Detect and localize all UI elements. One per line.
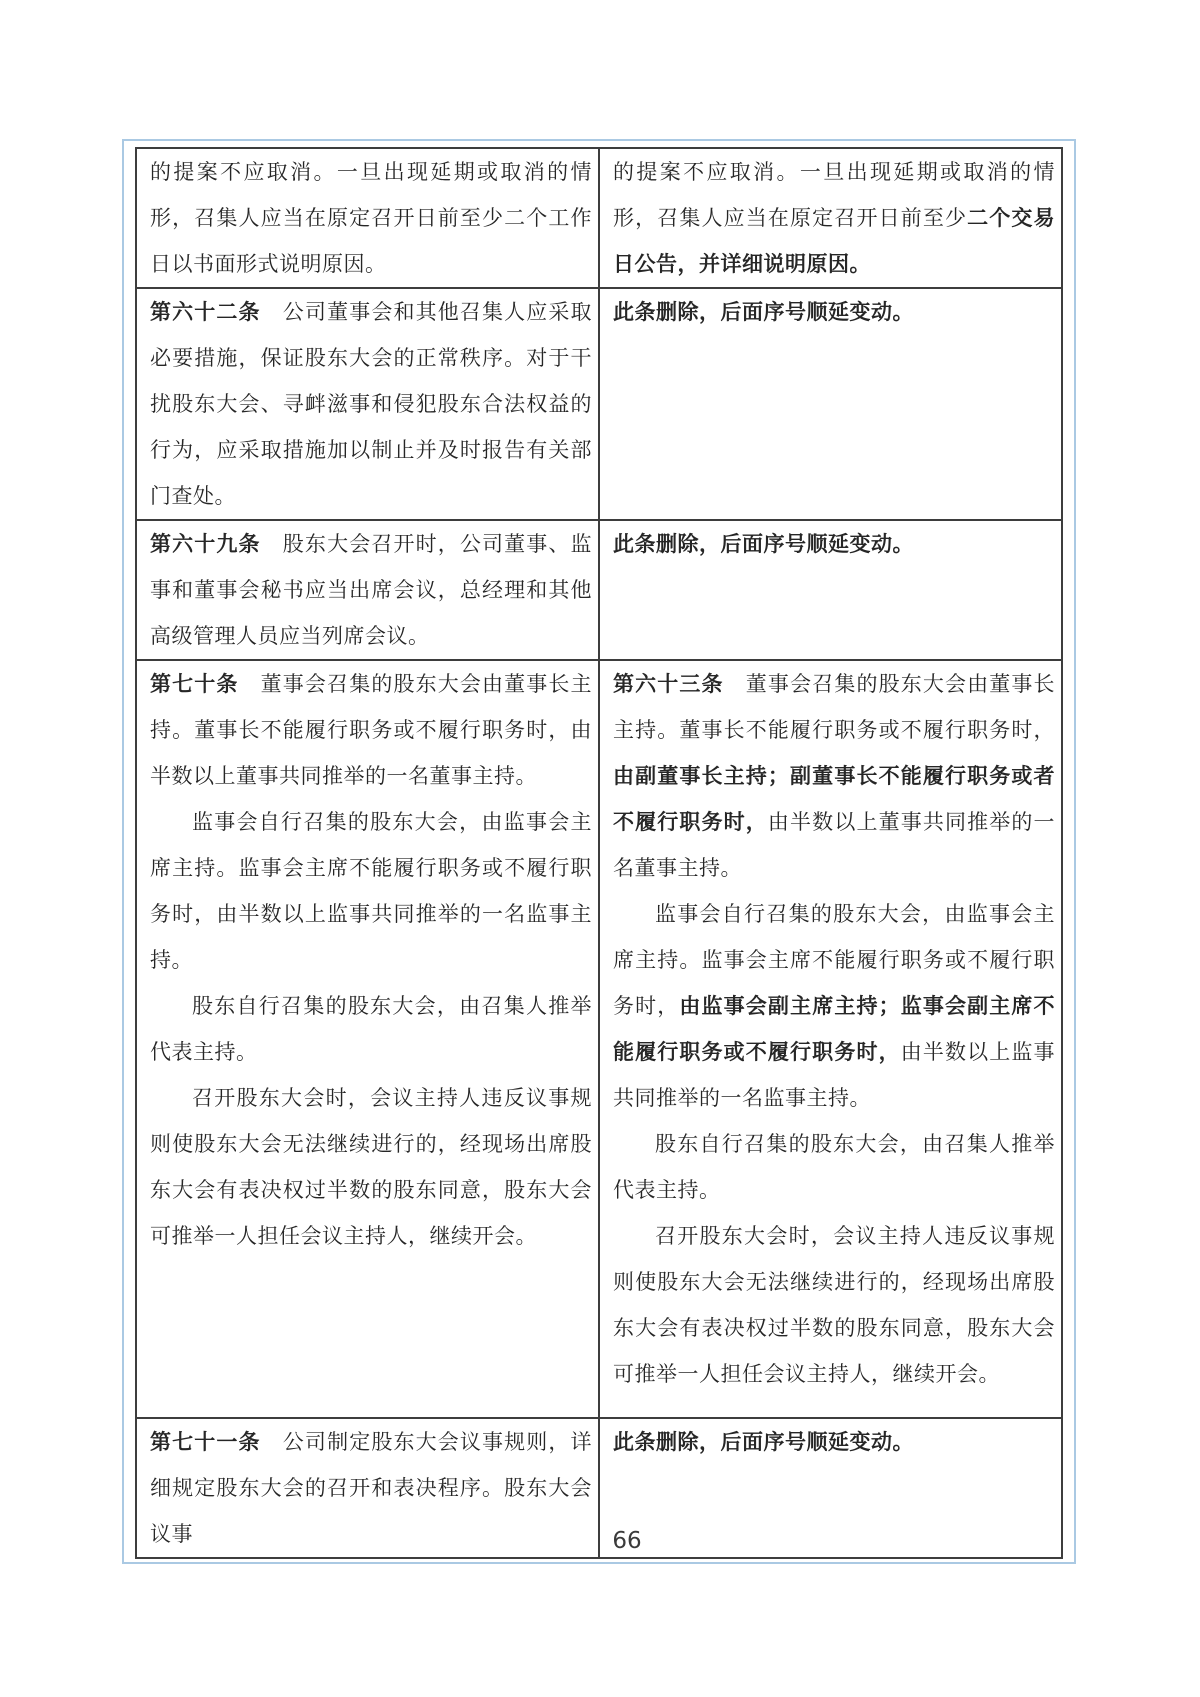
emphasized-text: 此条删除，后面序号顺延变动。	[613, 300, 914, 324]
text-segment: 公司制定股东大会议事规则，详细规定股东大会的召开和表决程序。股东大会议事	[150, 1430, 593, 1546]
clause-paragraph	[150, 661, 592, 799]
text-segment: 董事会召集的股东大会由董事长主持。董事长不能履行职务或不履行职务时，	[613, 672, 1056, 742]
emphasized-text: 第七十条	[150, 672, 239, 696]
text-segment: 召开股东大会时，会议主持人违反议事规则使股东大会无法继续进行的，经现场出席股东大会有表决权过半数的股东同意，股东大会可推举一人担任会议主持人，继续开会。	[150, 1086, 592, 1248]
original-clause-cell	[136, 660, 599, 1418]
text-segment: 的提案不应取消。一旦出现延期或取消的情形，召集人应当在原定召开日前至少	[613, 160, 1055, 230]
clause-paragraph	[150, 289, 592, 519]
text-segment: 召开股东大会时，会议主持人违反议事规则使股东大会无法继续进行的，经现场出席股东大会有表决权过半数的股东同意，股东大会可推举一人担任会议主持人，继续开会。	[613, 1224, 1055, 1386]
clause-paragraph	[150, 521, 592, 659]
original-clause-cell	[136, 520, 599, 660]
clause-paragraph	[150, 149, 592, 287]
revised-clause-cell	[599, 288, 1062, 520]
table-row	[136, 520, 1062, 660]
emphasized-text: 二个交易日公告，并详细说明原因。	[613, 206, 1056, 276]
revised-clause-cell	[599, 520, 1062, 660]
text-segment: 股东自行召集的股东大会，由召集人推举代表主持。	[150, 994, 592, 1064]
clause-paragraph	[613, 289, 1055, 335]
table-row	[136, 148, 1062, 288]
emphasized-text: 第六十二条	[150, 300, 261, 324]
emphasized-text: 第七十一条	[150, 1430, 261, 1454]
content-frame	[122, 139, 1076, 1564]
clause-paragraph	[613, 1419, 1055, 1465]
clause-paragraph	[613, 661, 1055, 891]
text-segment: 股东大会召开时，公司董事、监事和董事会秘书应当出席会议，总经理和其他高级管理人员应当列席会议。	[150, 532, 593, 648]
clause-paragraph	[613, 1121, 1055, 1213]
clause-paragraph	[150, 1075, 592, 1259]
table-row	[136, 288, 1062, 520]
clause-paragraph	[613, 149, 1055, 287]
amendment-comparison-table	[135, 147, 1063, 1559]
original-clause-cell	[136, 148, 599, 288]
text-segment: 监事会自行召集的股东大会，由监事会主席主持。监事会主席不能履行职务或不履行职务时，	[613, 902, 1055, 1018]
text-segment: 公司董事会和其他召集人应采取必要措施，保证股东大会的正常秩序。对于干扰股东大会、寻衅滋事和侵犯股东合法权益的行为，应采取措施加以制止并及时报告有关部门查处。	[150, 300, 593, 508]
text-segment: 董事会召集的股东大会由董事长主持。董事长不能履行职务或不履行职务时，由半数以上董事共同推举的一名董事主持。	[150, 672, 593, 788]
page-number: 66	[612, 1528, 642, 1554]
clause-paragraph	[613, 521, 1055, 567]
clause-paragraph	[613, 891, 1055, 1121]
text-segment: 由半数以上董事共同推举的一名董事主持。	[613, 810, 1055, 880]
emphasized-text: 此条删除，后面序号顺延变动。	[613, 532, 914, 556]
clause-paragraph	[613, 1213, 1055, 1397]
original-clause-cell	[136, 288, 599, 520]
emphasized-text: 此条删除，后面序号顺延变动。	[613, 1430, 914, 1454]
emphasized-text: 第六十九条	[150, 532, 261, 556]
clause-paragraph	[150, 983, 592, 1075]
revised-clause-cell	[599, 660, 1062, 1418]
revised-clause-cell	[599, 148, 1062, 288]
text-segment: 的提案不应取消。一旦出现延期或取消的情形，召集人应当在原定召开日前至少二个工作日以书面形式说明原因。	[150, 160, 592, 276]
text-segment: 股东自行召集的股东大会，由召集人推举代表主持。	[613, 1132, 1055, 1202]
clause-paragraph	[150, 799, 592, 983]
emphasized-text: 由监事会副主席主持；监事会副主席不能履行职务或不履行职务时，	[613, 994, 1056, 1064]
text-segment: 由半数以上监事共同推举的一名监事主持。	[613, 1040, 1056, 1110]
emphasized-text: 第六十三条	[613, 672, 724, 696]
table-row	[136, 660, 1062, 1418]
emphasized-text: 由副董事长主持；副董事长不能履行职务或者不履行职务时，	[613, 764, 1055, 834]
amendment-table-body	[136, 148, 1062, 1558]
text-segment: 监事会自行召集的股东大会，由监事会主席主持。监事会主席不能履行职务或不履行职务时，由半数以上监事共同推举的一名监事主持。	[150, 810, 592, 972]
